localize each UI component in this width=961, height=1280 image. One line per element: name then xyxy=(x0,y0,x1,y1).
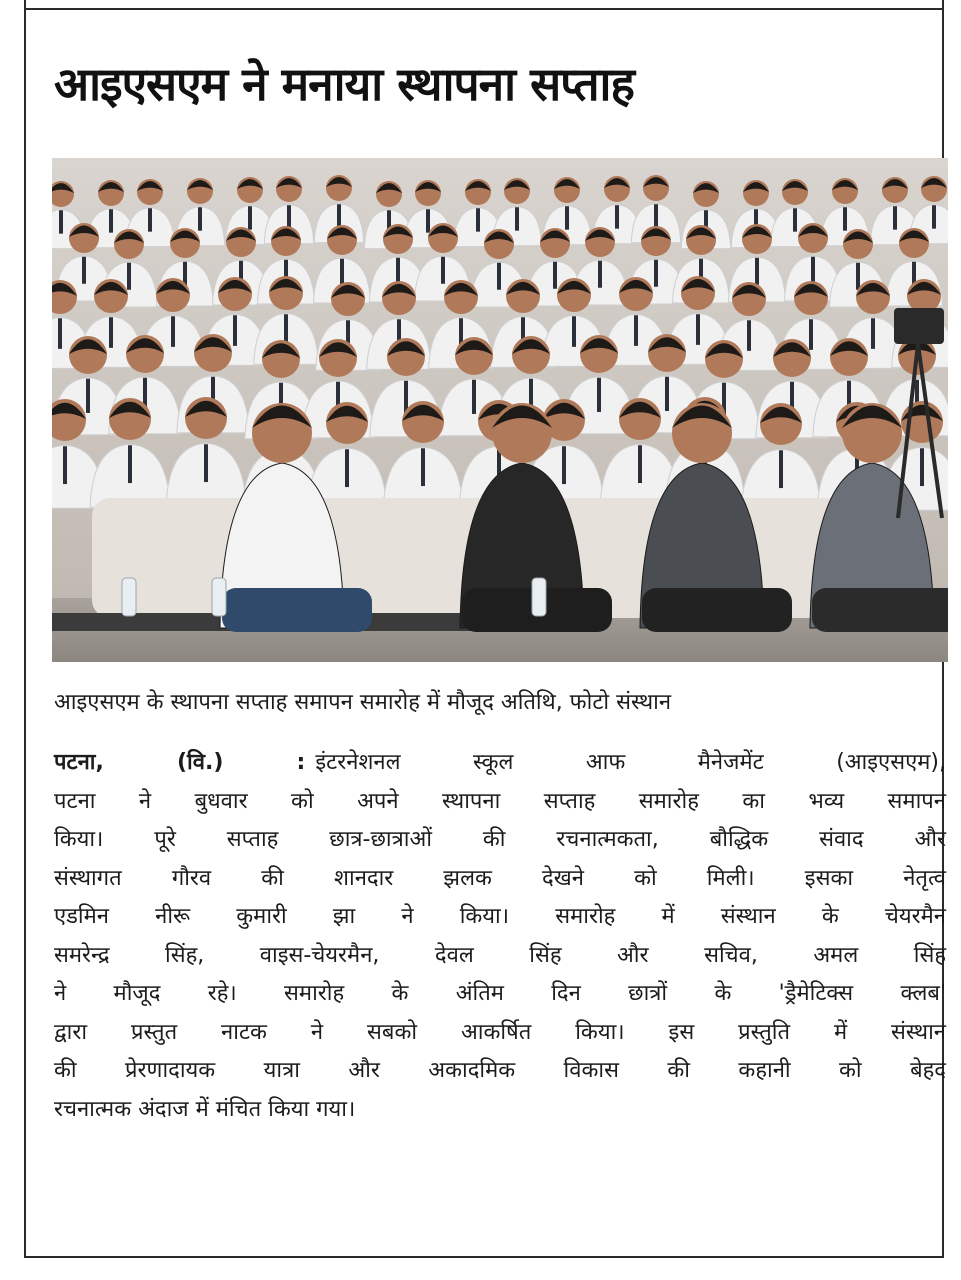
dateline: पटना, (वि.) : xyxy=(54,750,306,775)
article-line-9: की प्रेरणादायक यात्रा और अकादमिक विकास की कहानी को बेहद xyxy=(54,1058,946,1083)
article-line-1 xyxy=(54,744,946,783)
article-line-5: एडमिन नीरू कुमारी झा ने किया। समारोह में संस्थान के चेयरमैन xyxy=(54,904,946,929)
audience-illustration xyxy=(52,158,948,662)
video-camera xyxy=(894,308,944,344)
article-line-3: किया। पूरे सप्ताह छात्र-छात्राओं की रचनात्मकता, बौद्धिक संवाद और xyxy=(54,827,946,852)
event-photo xyxy=(52,158,948,662)
article-line-4: संस्थागत गौरव की शानदार झलक देखने को मिली। इसका नेतृत्व xyxy=(54,865,946,891)
headline: आइएसएम ने मनाया स्थापना सप्ताह xyxy=(54,57,634,111)
photo-caption: आइएसएम के स्थापना सप्ताह समापन समारोह में मौजूद अतिथि, फोटो संस्थान xyxy=(54,690,672,715)
article-line-10: रचनात्मक अंदाज में मंचित किया गया। xyxy=(54,1096,356,1122)
water-bottle xyxy=(122,578,136,616)
water-bottle xyxy=(212,578,226,616)
article-body xyxy=(54,744,946,1129)
article-line-8: द्वारा प्रस्तुत नाटक ने सबको आकर्षित किया। इस प्रस्तुति में संस्थान xyxy=(54,1019,946,1045)
water-bottle xyxy=(532,578,546,616)
article-line-7: ने मौजूद रहे। समारोह के अंतिम दिन छात्रों के 'ड्रैमेटिक्स क्लब' xyxy=(54,981,946,1006)
article-line-6: समरेन्द्र सिंह, वाइस-चेयरमैन, देवल सिंह और सचिव, अमल सिंह xyxy=(54,942,946,968)
article-line-1-text: इंटरनेशनल स्कूल आफ मैनेजमेंट (आइएसएम), xyxy=(315,750,946,775)
article-line-2: पटना ने बुधवार को अपने स्थापना सप्ताह समारोह का भव्य समापन xyxy=(54,788,946,814)
